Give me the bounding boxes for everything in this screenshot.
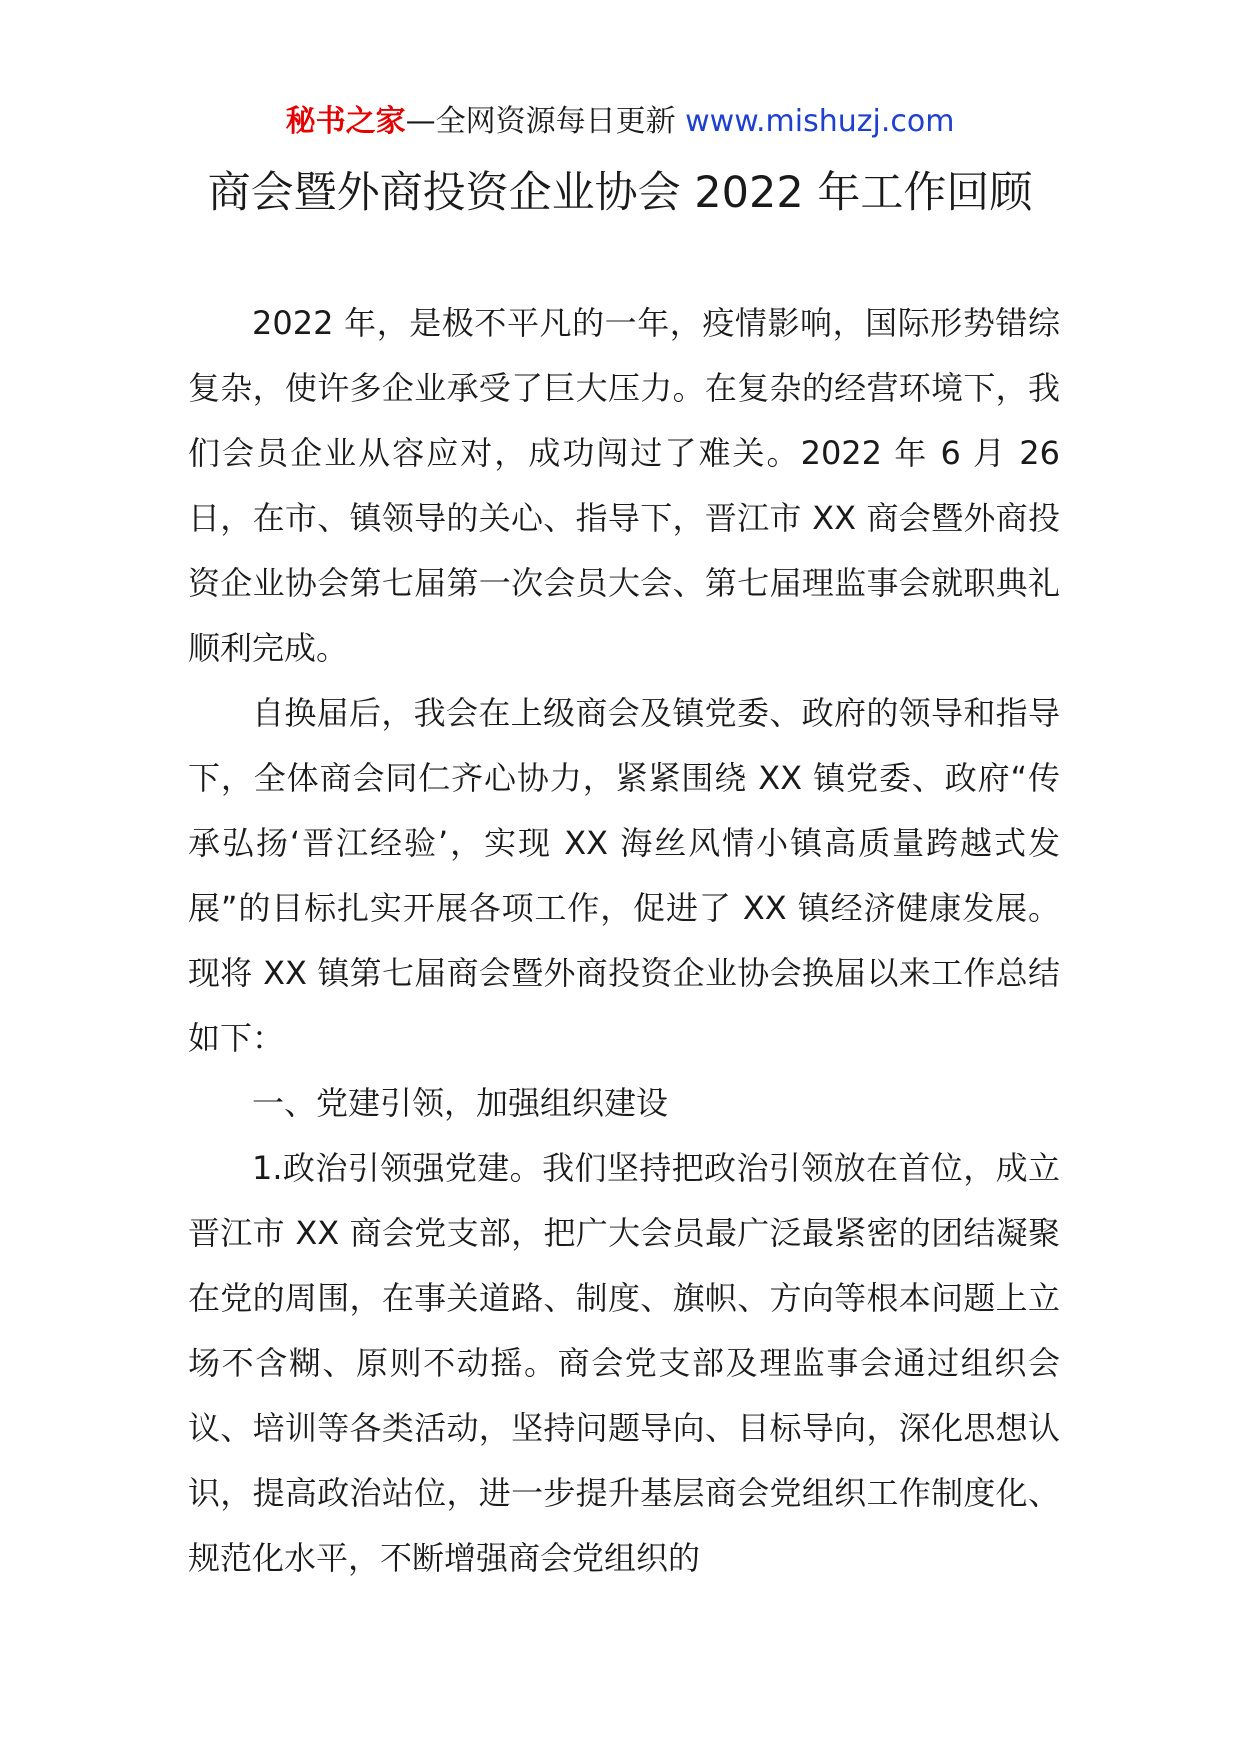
section-heading-party-building: 一、党建引领，加强组织建设 [252,1084,669,1122]
site-header [0,100,1240,144]
document-title: 商会暨外商投资企业协会 2022 年工作回顾 [207,168,1033,218]
site-url-link[interactable]: www.mishuzj.com [685,104,955,139]
document-body [188,291,1060,1591]
site-brand: 秘书之家 [285,104,406,139]
paragraph-intro: 2022 年，是极不平凡的一年，疫情影响，国际形势错综复杂，使许多企业承受了巨大压力。在复杂的经营环境下，我们会员企业从容应对，成功闯过了难关。2022 年 6 月 26 日，在市、镇领导的关心、指导下，晋江市 XX 商会暨外商投资企业协会第七届第一次会员大会、第七届理监事会就职典礼顺利完成。 [188,304,1060,667]
paragraph-summary: 自换届后，我会在上级商会及镇党委、政府的领导和指导下，全体商会同仁齐心协力，紧紧围绕 XX 镇党委、政府“传承弘扬‘晋江经验’，实现 XX 海丝风情小镇高质量跨越式发展”的目标扎实开展各项工作，促进了 XX 镇经济健康发展。现将 XX 镇第七届商会暨外商投资企业协会换届以来工作总结如下： [188,694,1060,1057]
site-tagline: —全网资源每日更新 [405,104,676,139]
paragraph-political-leadership: 1.政治引领强党建。我们坚持把政治引领放在首位，成立晋江市 XX 商会党支部，把广大会员最广泛最紧密的团结凝聚在党的周围，在事关道路、制度、旗帜、方向等根本问题上立场不含糊、原则不动摇。商会党支部及理监事会通过组织会议、培训等各类活动，坚持问题导向、目标导向，深化思想认识，提高政治站位，进一步提升基层商会党组织工作制度化、规范化水平，不断增强商会党组织的 [188,1149,1060,1577]
